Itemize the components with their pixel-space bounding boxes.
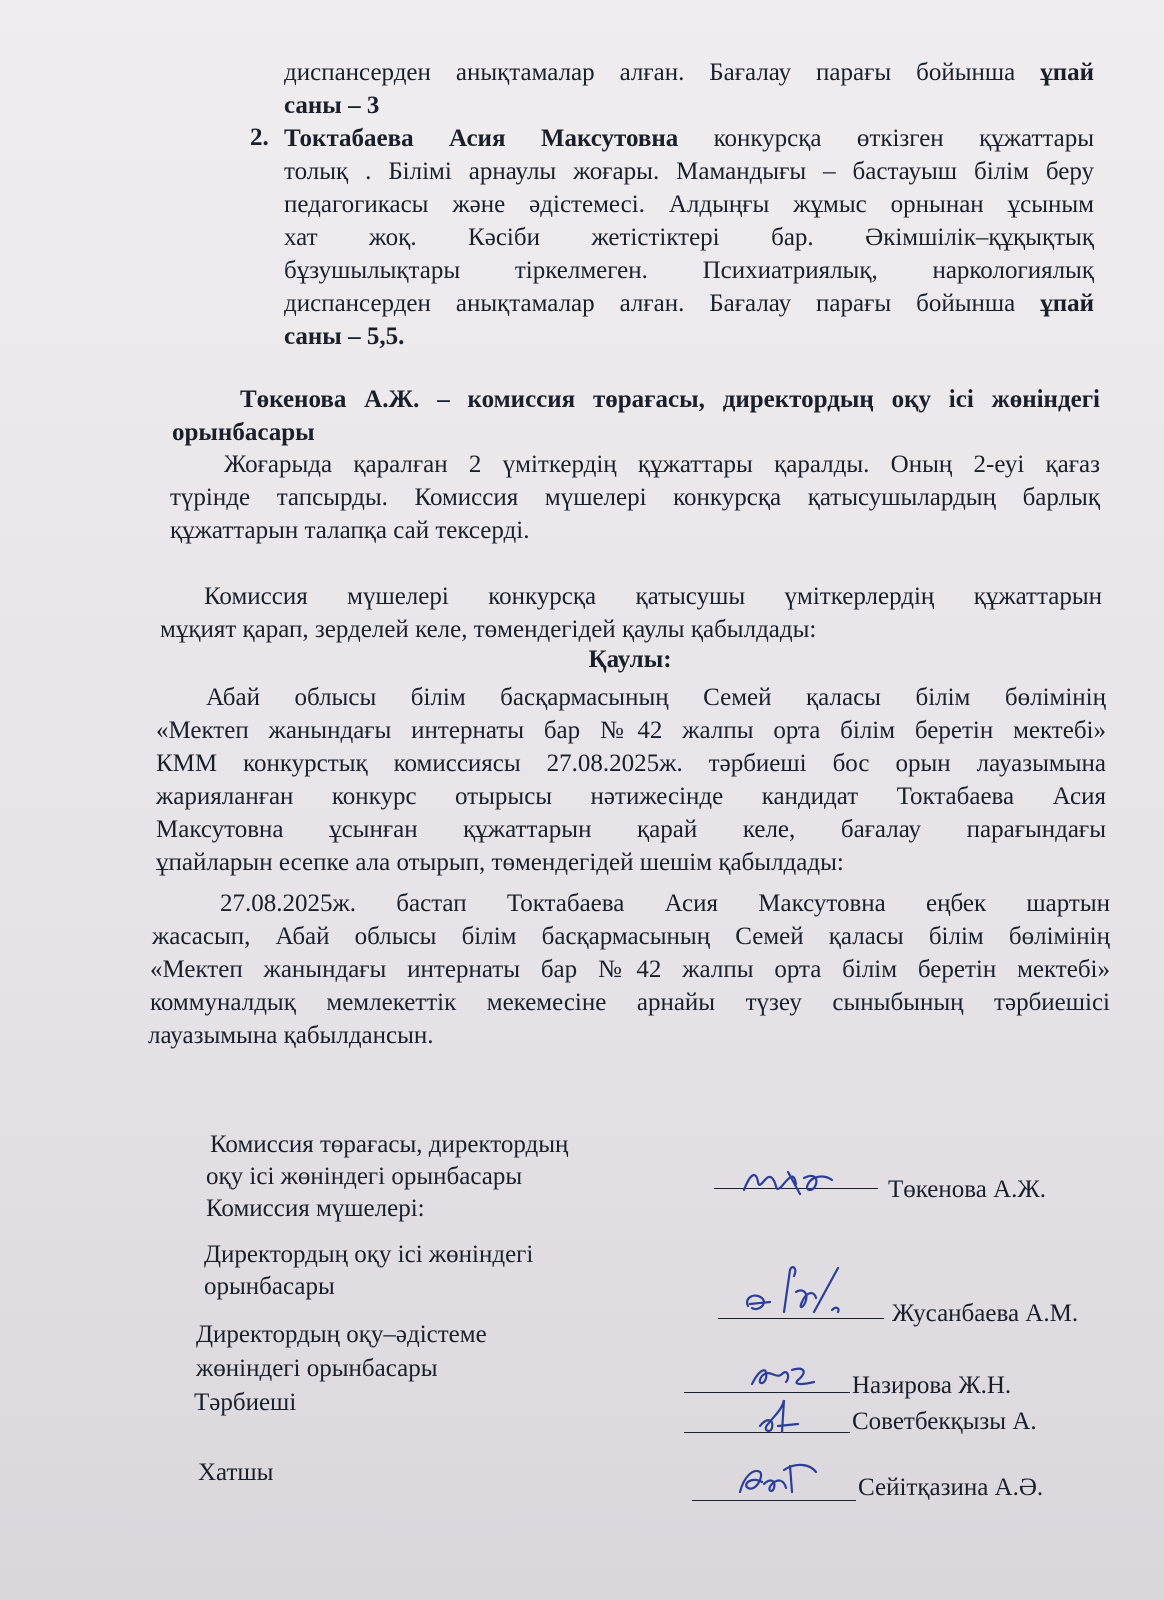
chair-name: Төкенова А.Ж. (888, 1176, 1047, 1203)
resolution-p2-line1: 27.08.2025ж. бастап Токтабаева Асия Максутовна еңбек шартын (220, 890, 1110, 917)
resolution-intro-line2: мұқият қарап, зерделей келе, төмендегідей қаулы қабылдады: (160, 616, 817, 643)
member3-name: Советбекқызы А. (852, 1408, 1037, 1435)
resolution-p1-line1: Абай облысы білім басқармасының Семей қаласы білім бөлімінің (206, 684, 1106, 711)
item2-line3: педагогикасы және әдістемесі. Алдыңғы жұмыс орнынан ұсыным (284, 191, 1094, 218)
secretary-signature (734, 1458, 824, 1502)
item2-line1: Токтабаева Асия Максутовна конкурсқа өткізген құжаттары (284, 125, 1094, 152)
member1-role-line1: Директордың оқу ісі жөніндегі (204, 1241, 534, 1268)
resolution-p2-line4: коммуналдық мемлекеттік мекемесіне арнайы түзеу сыныбының тәрбиешісі (150, 989, 1110, 1016)
member2-name: Назирова Ж.Н. (852, 1372, 1012, 1399)
member3-signature (752, 1396, 812, 1436)
member1-signature (740, 1262, 870, 1322)
secretary-name: Сейітқазина А.Ә. (858, 1474, 1044, 1501)
item1-score: саны – 3 (284, 92, 380, 119)
item2-line2: толық . Білімі арнаулы жоғары. Мамандығы – бастауыш білім беру (284, 158, 1094, 185)
chair-heading-line1: Төкенова А.Ж. – комиссия төрағасы, директордың оқу ісі жөніндегі (240, 386, 1100, 413)
item2-line4: хат жоқ. Кәсіби жетістіктері бар. Әкімшілік–құқықтық (284, 224, 1094, 251)
secretary-role: Хатшы (198, 1459, 274, 1486)
chair-role-line1: Комиссия төрағасы, директордың (210, 1131, 569, 1158)
resolution-intro-line1: Комиссия мүшелері конкурсқа қатысушы үміткерлердің құжаттарын (204, 583, 1102, 610)
chair-signature (738, 1164, 848, 1200)
resolution-p1-line4: жарияланған конкурс отырысы нәтижесінде кандидат Токтабаева Асия (156, 783, 1106, 810)
chair-statement-line2: түрінде тапсырды. Комиссия мүшелері конкурсқа қатысушылардың барлық (170, 484, 1100, 511)
members-label: Комиссия мүшелері: (206, 1195, 425, 1222)
member2-signature-line (684, 1392, 850, 1393)
item2-line6: диспансерден анықтамалар алған. Бағалау парағы бойынша ұпай (284, 290, 1094, 317)
member2-signature (746, 1360, 826, 1392)
item2-line5: бұзушылықтары тіркелмеген. Психиатриялық, наркологиялық (284, 257, 1094, 284)
resolution-p1-line5: Максутовна ұсынған құжаттарын қарай келе, бағалау парағындағы (156, 816, 1106, 843)
resolution-p1-line3: КММ конкурстық комиссиясы 27.08.2025ж. тәрбиеші бос орын лауазымына (156, 750, 1106, 777)
item2-number: 2. (250, 124, 269, 151)
item2-score: саны – 5,5. (284, 323, 405, 350)
chair-statement-line3: құжаттарын талапқа сай тексерді. (170, 517, 530, 544)
member1-role-line2: орынбасары (204, 1273, 335, 1300)
resolution-title: Қаулы: (588, 646, 672, 673)
resolution-p2-line2: жасасып, Абай облысы білім басқармасының Семей қаласы білім бөлімінің (152, 923, 1110, 950)
member1-name: Жусанбаева А.М. (892, 1300, 1079, 1327)
item1-line1: диспансерден анықтамалар алған. Бағалау парағы бойынша ұпай (284, 59, 1094, 86)
resolution-p1-line2: «Мектеп жанындағы интернаты бар №42 жалпы орта білім беретін мектебі» (156, 717, 1106, 744)
chair-statement-line1: Жоғарыда қаралған 2 үміткердің құжаттары қаралды. Оның 2-еуі қағаз (224, 451, 1100, 478)
resolution-p2-line3: «Мектеп жанындағы интернаты бар №42 жалпы орта білім беретін мектебі» (150, 956, 1110, 983)
resolution-p2-line5: лауазымына қабылдансын. (148, 1022, 434, 1049)
member2-role-line2: жөніндегі орынбасары (196, 1355, 438, 1382)
member3-role: Тәрбиеші (194, 1389, 297, 1416)
member2-role-line1: Директордың оқу–әдістеме (196, 1321, 487, 1348)
chair-heading-line2: орынбасары (172, 419, 315, 446)
chair-role-line2: оқу ісі жөніндегі орынбасары (206, 1163, 523, 1190)
resolution-p1-line6: ұпайларын есепке ала отырып, төмендегідей шешім қабылдады: (156, 849, 844, 876)
